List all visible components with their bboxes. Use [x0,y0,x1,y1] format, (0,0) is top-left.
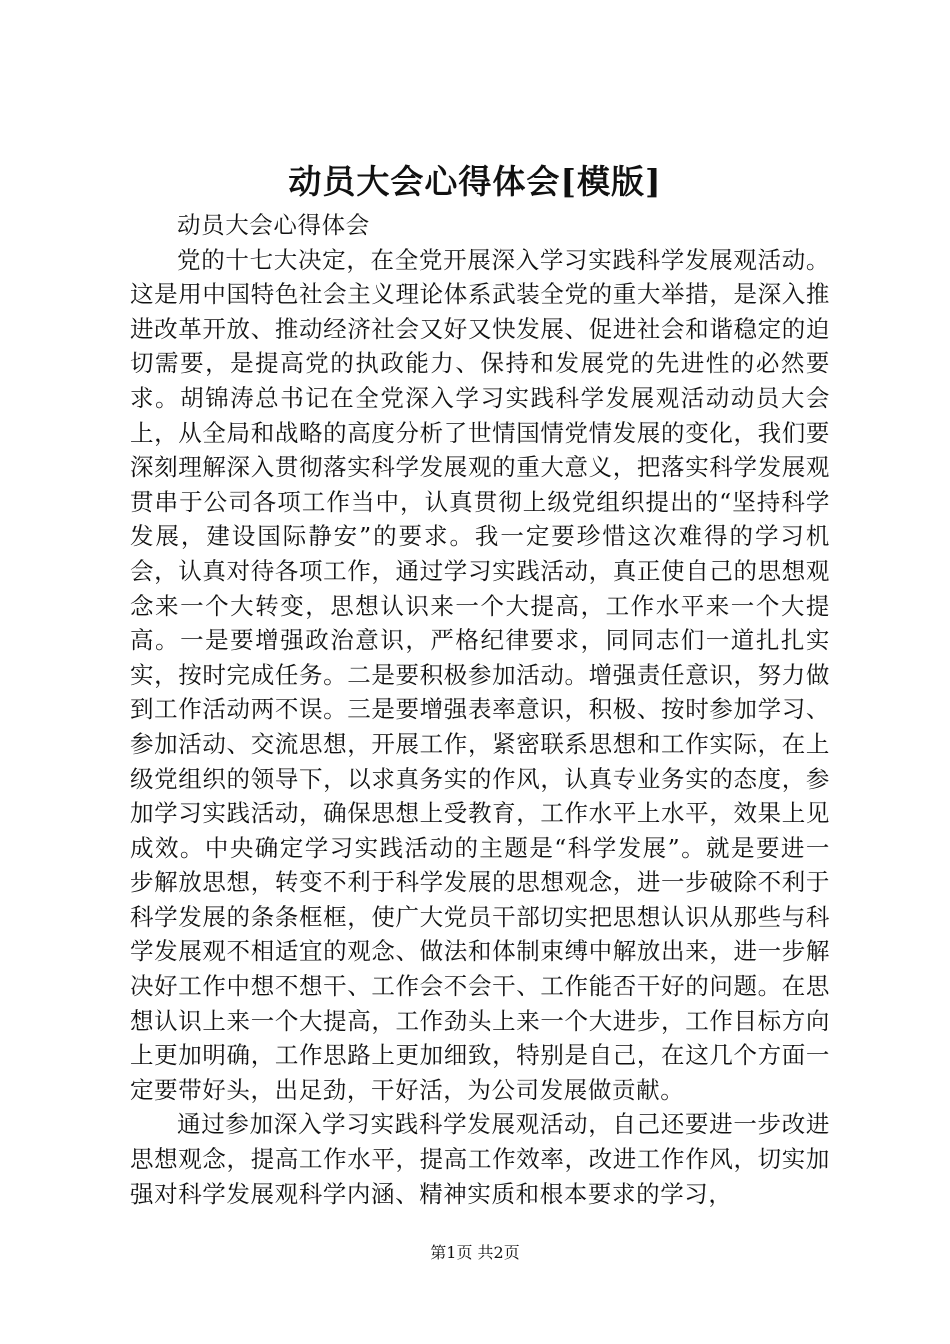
document-title: 动员大会心得体会[模版] [288,162,662,201]
paragraph: 党的十七大决定，在全党开展深入学习实践科学发展观活动。这是用中国特色社会主义理论体系武装全党的重大举措，是深入推进改革开放、推动经济社会又好又快发展、促进社会和谐稳定的迫切需要，是提高党的执政能力、保持和发展党的先进性的必然要求。胡锦涛总书记在全党深入学习实践科学发展观活动动员大会上，从全局和战略的高度分析了世情国情党情发展的变化，我们要深刻理解深入贯彻落实科学发展观的重大意义，把落实科学发展观贯串于公司各项工作当中，认真贯彻上级党组织提出的“坚持科学发展，建设国际静安”的要求。我一定要珍惜这次难得的学习机会，认真对待各项工作，通过学习实践活动，真正使自己的思想观念来一个大转变，思想认识来一个大提高，工作水平来一个大提高。一是要增强政治意识，严格纪律要求，同同志们一道扎扎实实，按时完成任务。二是要积极参加活动。增强责任意识，努力做到工作活动两不误。三是要增强表率意识，积极、按时参加学习、参加活动、交流思想，开展工作，紧密联系思想和工作实际，在上级党组织的领导下，以求真务实的作风，认真专业务实的态度，参加学习实践活动，确保思想上受教育，工作水平上水平，效果上见成效。中央确定学习实践活动的主题是“科学发展”。就是要进一步解放思想，转变不利于科学发展的思想观念，进一步破除不利于科学发展的条条框框，使广大党员干部切实把思想认识从那些与科学发展观不相适宜的观念、做法和体制束缚中解放出来，进一步解决好工作中想不想干、工作会不会干、工作能否干好的问题。在思想认识上来一个大提高，工作劲头上来一个大进步，工作目标方向上更加明确，工作思路上更加细致，特别是自己，在这几个方面一定要带好头，出足劲，干好活，为公司发展做贡献。 [130,245,830,1104]
paragraph: 通过参加深入学习实践科学发展观活动，自己还要进一步改进思想观念，提高工作水平，提高工作效率，改进工作作风，切实加强对科学发展观科学内涵、精神实质和根本要求的学习， [130,1110,830,1208]
page-number-footer: 第1页 共2页 [430,1243,520,1262]
paragraph-subtitle: 动员大会心得体会 [177,211,370,239]
document-body [130,208,830,1211]
